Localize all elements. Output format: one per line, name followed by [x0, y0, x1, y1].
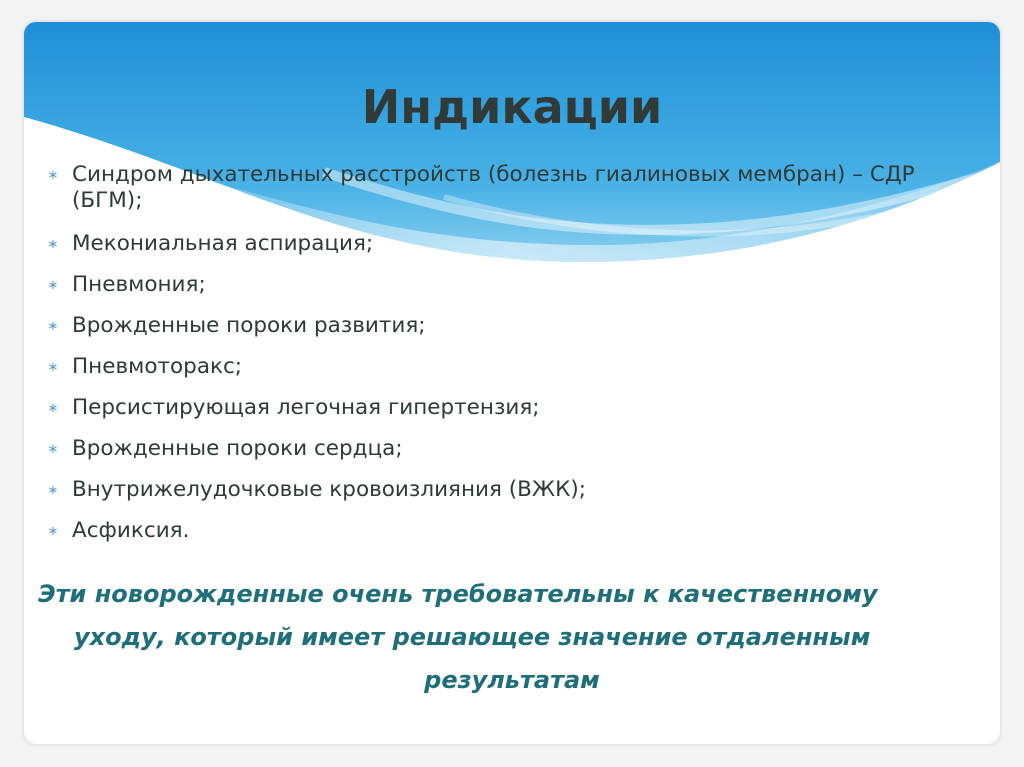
list-item-text: Внутрижелудочковые кровоизлияния (ВЖК);	[72, 477, 586, 502]
list-item-text: Пневмоторакс;	[72, 354, 243, 379]
asterisk-bullet-icon: ∗	[47, 237, 59, 252]
list-item	[44, 477, 984, 503]
closing-line: результатам	[424, 666, 600, 694]
list-item	[44, 395, 984, 421]
asterisk-bullet-icon: ∗	[47, 278, 59, 293]
list-item	[44, 436, 984, 462]
list-item-text: Мекониальная аспирация;	[72, 231, 374, 256]
asterisk-bullet-icon: ∗	[47, 524, 59, 539]
slide	[24, 22, 1000, 744]
closing-statement	[38, 573, 986, 702]
asterisk-bullet-icon: ∗	[47, 319, 59, 334]
asterisk-bullet-icon: ∗	[47, 168, 59, 183]
list-item	[44, 313, 984, 339]
list-item-text: Асфиксия.	[72, 518, 190, 543]
list-item-text: Врожденные пороки развития;	[72, 313, 426, 338]
list-item-text: Персистирующая легочная гипертензия;	[72, 395, 540, 420]
list-item-text: Врожденные пороки сердца;	[72, 436, 403, 461]
list-item	[44, 231, 984, 257]
list-item	[44, 518, 984, 544]
slide-title: Индикации	[361, 80, 663, 134]
list-item	[44, 354, 984, 380]
closing-line: Эти новорожденные очень требовательны к качественному	[38, 580, 878, 608]
asterisk-bullet-icon: ∗	[47, 401, 59, 416]
asterisk-bullet-icon: ∗	[47, 442, 59, 457]
list-item	[44, 272, 984, 298]
list-item-text: Пневмония;	[72, 272, 206, 297]
list-item-text: Синдром дыхательных расстройств (болезнь гиалиновых мембран) – СДР (БГМ);	[72, 162, 915, 213]
asterisk-bullet-icon: ∗	[47, 360, 59, 375]
list-item	[44, 162, 984, 214]
closing-line: уходу, который имеет решающее значение отдаленным	[74, 623, 871, 651]
indications-list	[44, 162, 984, 559]
asterisk-bullet-icon: ∗	[47, 483, 59, 498]
